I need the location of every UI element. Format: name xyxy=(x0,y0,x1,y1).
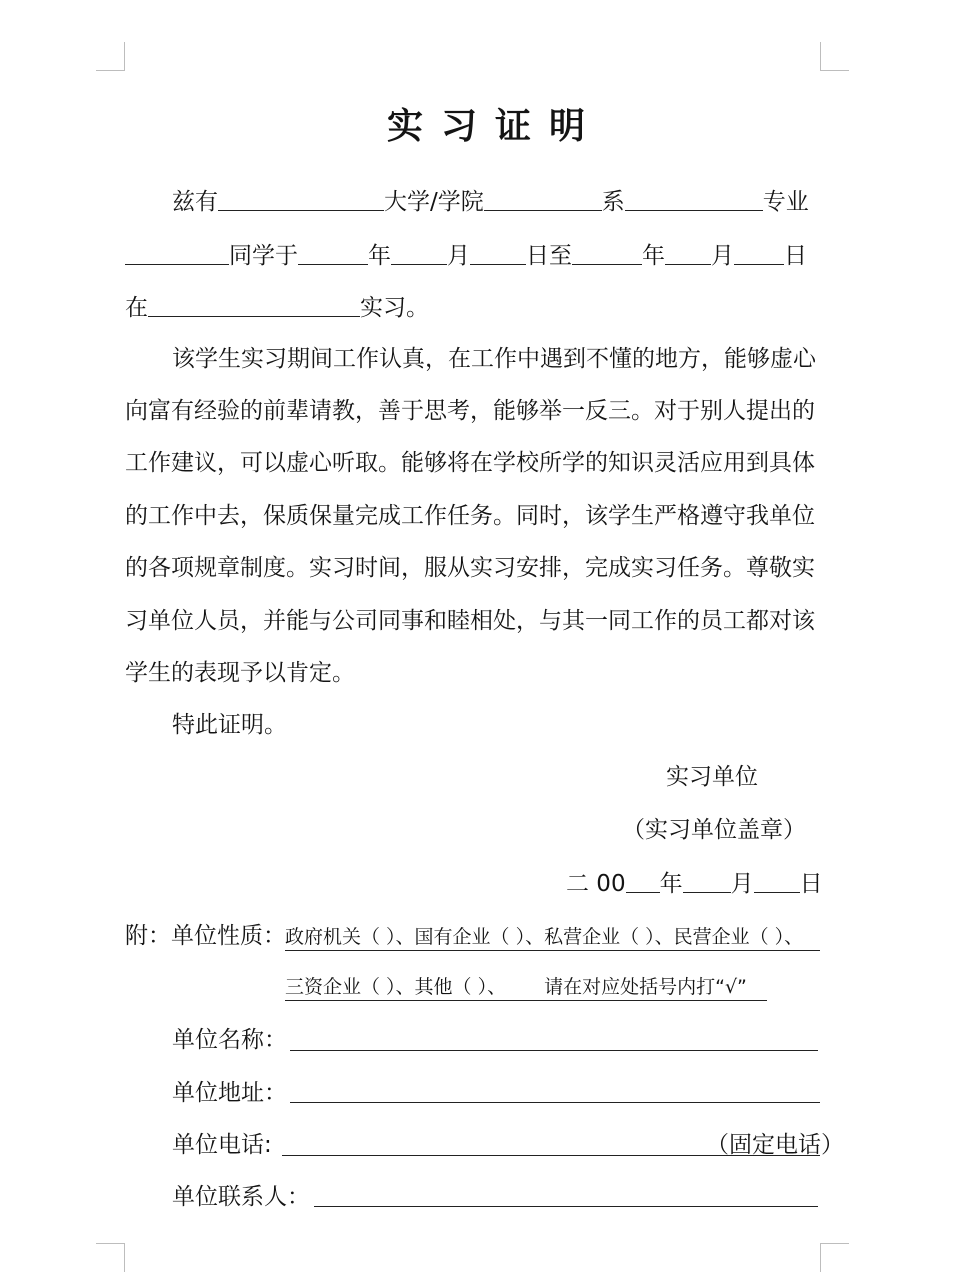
phone-type-note: （固定电话） xyxy=(706,1132,844,1158)
end-day-blank[interactable] xyxy=(734,240,784,265)
unit-signature-label: 实习单位 xyxy=(666,764,758,790)
date-day-label: 日 xyxy=(799,871,823,897)
intro-line-3 xyxy=(125,292,429,323)
corner-mark-top-left xyxy=(96,42,125,71)
document-title: 实习证明 xyxy=(386,106,603,147)
start-day-label: 日至 xyxy=(526,243,572,269)
end-year-label: 年 xyxy=(642,243,665,269)
university-label: 大学/学院 xyxy=(384,189,484,215)
date-day-blank[interactable] xyxy=(754,868,800,893)
unit-name-field[interactable] xyxy=(290,1050,818,1051)
unit-contact-field[interactable] xyxy=(314,1206,818,1207)
body-line: 向富有经验的前辈请教，善于思考，能够举一反三。对于别人提出的 xyxy=(125,398,815,424)
unit-nature-label: 附：单位性质： xyxy=(125,923,286,949)
start-month-blank[interactable] xyxy=(391,240,447,265)
signature-date xyxy=(566,868,823,899)
intro-prefix: 兹有 xyxy=(172,189,218,215)
start-year-label: 年 xyxy=(368,243,391,269)
end-year-blank[interactable] xyxy=(572,240,642,265)
body-line: 学生的表现予以肯定。 xyxy=(125,660,355,686)
date-month-label: 月 xyxy=(730,871,754,897)
body-line: 的工作中去，保质保量完成工作任务。同时，该学生严格遵守我单位 xyxy=(125,503,815,529)
body-line: 工作建议，可以虚心听取。能够将在学校所学的知识灵活应用到具体 xyxy=(125,450,815,476)
major-blank[interactable] xyxy=(625,186,763,211)
date-prefix: 二 00 xyxy=(566,871,626,897)
unit-address-field[interactable] xyxy=(290,1102,820,1103)
check-instruction: 请在对应处括号内打“√” xyxy=(544,976,747,998)
body-line: 该学生实习期间工作认真，在工作中遇到不懂的地方，能够虚心 xyxy=(172,346,816,372)
date-year-label: 年 xyxy=(659,871,683,897)
corner-mark-top-right xyxy=(820,42,849,71)
end-month-blank[interactable] xyxy=(665,240,711,265)
student-name-blank[interactable] xyxy=(125,240,229,265)
body-line: 的各项规章制度。实习时间，服从实习安排，完成实习任务。尊敬实 xyxy=(125,555,815,581)
department-blank[interactable] xyxy=(484,186,602,211)
end-day-label: 日 xyxy=(784,243,807,269)
unit-nature-options-line-2[interactable] xyxy=(285,974,767,1001)
unit-address-label: 单位地址： xyxy=(172,1080,287,1106)
end-month-label: 月 xyxy=(711,243,734,269)
intro-line-1 xyxy=(172,186,809,217)
start-month-label: 月 xyxy=(447,243,470,269)
body-line: 习单位人员，并能与公司同事和睦相处，与其一同工作的员工都对该 xyxy=(125,608,815,634)
unit-nature-options-line-1[interactable]: 政府机关（ ）、国有企业（ ）、私营企业（ ）、民营企业（ ）、 xyxy=(285,924,820,951)
department-label: 系 xyxy=(601,189,625,215)
start-year-blank[interactable] xyxy=(298,240,368,265)
corner-mark-bottom-right xyxy=(820,1243,849,1272)
internship-place-blank[interactable] xyxy=(148,292,360,317)
date-year-blank[interactable] xyxy=(626,868,660,893)
student-label: 同学于 xyxy=(229,243,298,269)
options-other: 三资企业（ ）、其他（ ）、 xyxy=(285,976,507,998)
unit-phone-label: 单位电话: xyxy=(172,1132,272,1158)
start-day-blank[interactable] xyxy=(470,240,526,265)
major-label: 专业 xyxy=(762,189,809,215)
location-prefix: 在 xyxy=(125,295,148,321)
unit-name-label: 单位名称： xyxy=(172,1027,287,1053)
corner-mark-bottom-left xyxy=(96,1243,125,1272)
unit-stamp-label: （实习单位盖章） xyxy=(622,817,806,843)
location-suffix: 实习。 xyxy=(360,295,429,321)
unit-contact-label: 单位联系人： xyxy=(172,1184,310,1210)
university-blank[interactable] xyxy=(218,186,384,211)
date-month-blank[interactable] xyxy=(683,868,731,893)
intro-line-2 xyxy=(125,240,807,271)
closing-text: 特此证明。 xyxy=(172,712,287,738)
